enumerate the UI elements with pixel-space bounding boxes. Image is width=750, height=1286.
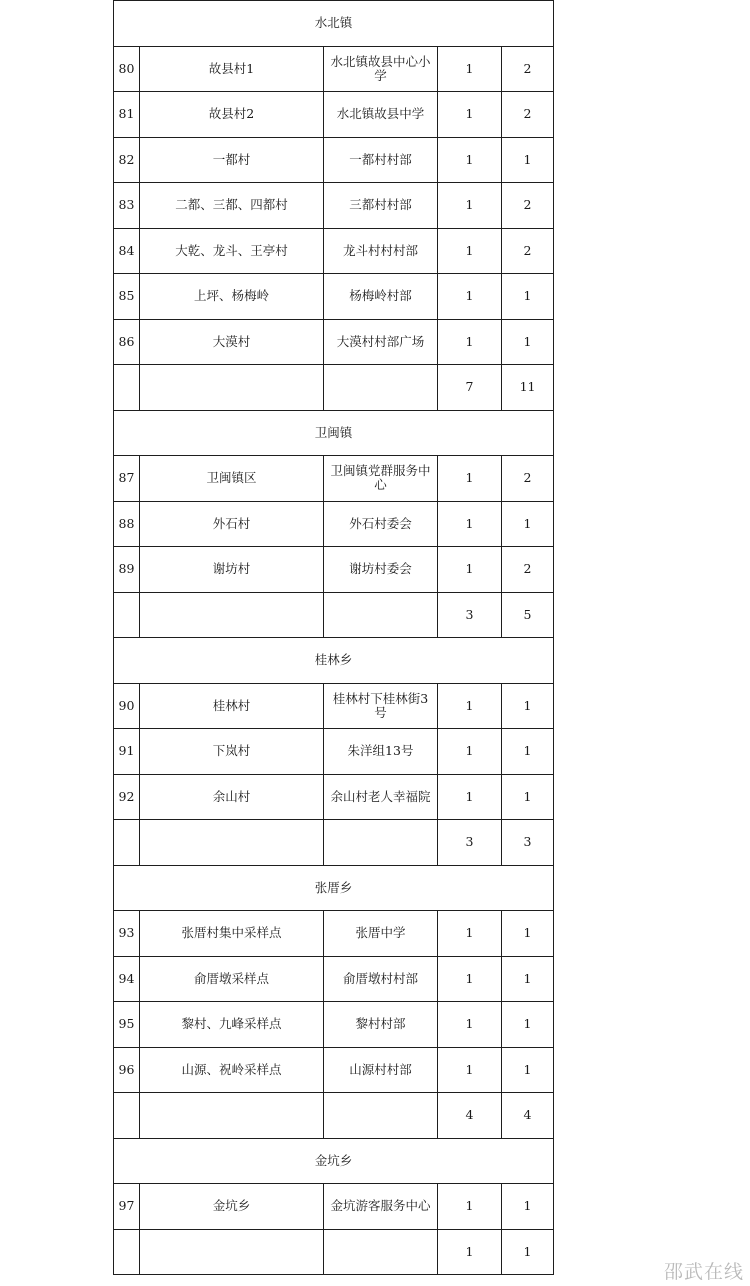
subtotal-a: 4 bbox=[438, 1093, 502, 1139]
count-a: 1 bbox=[438, 137, 502, 183]
sampling-site: 水北镇故县中学 bbox=[324, 92, 438, 138]
area-name: 山源、祝岭采样点 bbox=[140, 1047, 324, 1093]
count-b: 1 bbox=[502, 911, 554, 957]
table-row bbox=[114, 319, 554, 365]
count-b: 2 bbox=[502, 547, 554, 593]
count-b: 1 bbox=[502, 319, 554, 365]
row-number: 93 bbox=[114, 911, 140, 957]
count-a: 1 bbox=[438, 1047, 502, 1093]
empty-cell bbox=[114, 365, 140, 411]
area-name: 下岚村 bbox=[140, 729, 324, 775]
table-row bbox=[114, 137, 554, 183]
count-a: 1 bbox=[438, 501, 502, 547]
area-name: 一都村 bbox=[140, 137, 324, 183]
subtotal-b: 5 bbox=[502, 592, 554, 638]
empty-cell bbox=[324, 820, 438, 866]
area-name: 谢坊村 bbox=[140, 547, 324, 593]
row-number: 97 bbox=[114, 1184, 140, 1230]
count-a: 1 bbox=[438, 683, 502, 729]
table-row bbox=[114, 1047, 554, 1093]
subtotal-b: 11 bbox=[502, 365, 554, 411]
subtotal-a: 3 bbox=[438, 592, 502, 638]
area-name: 卫闽镇区 bbox=[140, 456, 324, 502]
area-name: 黎村、九峰采样点 bbox=[140, 1002, 324, 1048]
row-number: 82 bbox=[114, 137, 140, 183]
count-b: 1 bbox=[502, 683, 554, 729]
subtotal-row bbox=[114, 820, 554, 866]
table-row bbox=[114, 92, 554, 138]
empty-cell bbox=[140, 1229, 324, 1275]
subtotal-b: 4 bbox=[502, 1093, 554, 1139]
area-name: 张厝村集中采样点 bbox=[140, 911, 324, 957]
count-b: 1 bbox=[502, 774, 554, 820]
table-row bbox=[114, 547, 554, 593]
empty-cell bbox=[324, 365, 438, 411]
table-row bbox=[114, 46, 554, 92]
count-a: 1 bbox=[438, 911, 502, 957]
section-header-row bbox=[114, 638, 554, 684]
row-number: 80 bbox=[114, 46, 140, 92]
count-b: 1 bbox=[502, 729, 554, 775]
count-b: 1 bbox=[502, 956, 554, 1002]
section-header-row bbox=[114, 865, 554, 911]
count-a: 1 bbox=[438, 46, 502, 92]
sampling-site: 金坑游客服务中心 bbox=[324, 1184, 438, 1230]
sampling-site: 三都村村部 bbox=[324, 183, 438, 229]
subtotal-b: 1 bbox=[502, 1229, 554, 1275]
section-title: 金坑乡 bbox=[114, 1138, 554, 1184]
table-row bbox=[114, 183, 554, 229]
count-b: 1 bbox=[502, 501, 554, 547]
count-a: 1 bbox=[438, 228, 502, 274]
area-name: 大乾、龙斗、王亭村 bbox=[140, 228, 324, 274]
count-a: 1 bbox=[438, 729, 502, 775]
table-row bbox=[114, 228, 554, 274]
row-number: 90 bbox=[114, 683, 140, 729]
section-title: 水北镇 bbox=[114, 1, 554, 47]
empty-cell bbox=[114, 820, 140, 866]
section-title: 张厝乡 bbox=[114, 865, 554, 911]
subtotal-a: 1 bbox=[438, 1229, 502, 1275]
count-a: 1 bbox=[438, 274, 502, 320]
table-row bbox=[114, 456, 554, 502]
empty-cell bbox=[114, 1229, 140, 1275]
sampling-site: 大漠村村部广场 bbox=[324, 319, 438, 365]
sampling-site: 谢坊村委会 bbox=[324, 547, 438, 593]
empty-cell bbox=[140, 365, 324, 411]
empty-cell bbox=[324, 592, 438, 638]
subtotal-row bbox=[114, 1093, 554, 1139]
subtotal-b: 3 bbox=[502, 820, 554, 866]
section-header-row bbox=[114, 1, 554, 47]
sampling-site: 朱洋组13号 bbox=[324, 729, 438, 775]
row-number: 87 bbox=[114, 456, 140, 502]
area-name: 余山村 bbox=[140, 774, 324, 820]
empty-cell bbox=[324, 1093, 438, 1139]
area-name: 故县村1 bbox=[140, 46, 324, 92]
empty-cell bbox=[140, 592, 324, 638]
count-a: 1 bbox=[438, 956, 502, 1002]
row-number: 96 bbox=[114, 1047, 140, 1093]
count-b: 2 bbox=[502, 228, 554, 274]
subtotal-a: 7 bbox=[438, 365, 502, 411]
subtotal-row bbox=[114, 365, 554, 411]
count-a: 1 bbox=[438, 1184, 502, 1230]
count-a: 1 bbox=[438, 319, 502, 365]
sampling-site: 山源村村部 bbox=[324, 1047, 438, 1093]
sampling-site: 桂林村下桂林街3号 bbox=[324, 683, 438, 729]
empty-cell bbox=[140, 820, 324, 866]
area-name: 俞厝墩采样点 bbox=[140, 956, 324, 1002]
table-body bbox=[114, 1, 554, 1275]
table-row bbox=[114, 501, 554, 547]
count-b: 1 bbox=[502, 1184, 554, 1230]
row-number: 86 bbox=[114, 319, 140, 365]
sampling-site: 杨梅岭村部 bbox=[324, 274, 438, 320]
row-number: 85 bbox=[114, 274, 140, 320]
area-name: 故县村2 bbox=[140, 92, 324, 138]
section-header-row bbox=[114, 1138, 554, 1184]
row-number: 81 bbox=[114, 92, 140, 138]
sampling-site: 外石村委会 bbox=[324, 501, 438, 547]
area-name: 二都、三都、四都村 bbox=[140, 183, 324, 229]
row-number: 83 bbox=[114, 183, 140, 229]
table-row bbox=[114, 774, 554, 820]
sampling-site: 水北镇故县中心小学 bbox=[324, 46, 438, 92]
count-a: 1 bbox=[438, 774, 502, 820]
count-b: 2 bbox=[502, 46, 554, 92]
subtotal-a: 3 bbox=[438, 820, 502, 866]
watermark: 邵武在线 bbox=[663, 1261, 744, 1283]
row-number: 95 bbox=[114, 1002, 140, 1048]
sampling-site: 余山村老人幸福院 bbox=[324, 774, 438, 820]
row-number: 91 bbox=[114, 729, 140, 775]
sampling-site: 张厝中学 bbox=[324, 911, 438, 957]
subtotal-row bbox=[114, 1229, 554, 1275]
subtotal-row bbox=[114, 592, 554, 638]
row-number: 94 bbox=[114, 956, 140, 1002]
area-name: 外石村 bbox=[140, 501, 324, 547]
row-number: 88 bbox=[114, 501, 140, 547]
count-b: 1 bbox=[502, 1002, 554, 1048]
empty-cell bbox=[114, 1093, 140, 1139]
table-row bbox=[114, 956, 554, 1002]
count-b: 1 bbox=[502, 137, 554, 183]
count-a: 1 bbox=[438, 92, 502, 138]
row-number: 84 bbox=[114, 228, 140, 274]
sampling-site: 黎村村部 bbox=[324, 1002, 438, 1048]
sampling-site: 龙斗村村村部 bbox=[324, 228, 438, 274]
count-b: 1 bbox=[502, 274, 554, 320]
count-a: 1 bbox=[438, 547, 502, 593]
section-title: 卫闽镇 bbox=[114, 410, 554, 456]
row-number: 92 bbox=[114, 774, 140, 820]
count-b: 2 bbox=[502, 456, 554, 502]
area-name: 桂林村 bbox=[140, 683, 324, 729]
sampling-site: 俞厝墩村村部 bbox=[324, 956, 438, 1002]
table-row bbox=[114, 683, 554, 729]
count-a: 1 bbox=[438, 183, 502, 229]
area-name: 大漠村 bbox=[140, 319, 324, 365]
table-row bbox=[114, 911, 554, 957]
count-a: 1 bbox=[438, 456, 502, 502]
table-row bbox=[114, 274, 554, 320]
area-name: 上坪、杨梅岭 bbox=[140, 274, 324, 320]
count-a: 1 bbox=[438, 1002, 502, 1048]
table-row bbox=[114, 1184, 554, 1230]
area-name: 金坑乡 bbox=[140, 1184, 324, 1230]
count-b: 2 bbox=[502, 92, 554, 138]
count-b: 1 bbox=[502, 1047, 554, 1093]
table-row bbox=[114, 1002, 554, 1048]
row-number: 89 bbox=[114, 547, 140, 593]
empty-cell bbox=[324, 1229, 438, 1275]
empty-cell bbox=[114, 592, 140, 638]
section-header-row bbox=[114, 410, 554, 456]
section-title: 桂林乡 bbox=[114, 638, 554, 684]
sampling-site: 一都村村部 bbox=[324, 137, 438, 183]
sampling-site: 卫闽镇党群服务中心 bbox=[324, 456, 438, 502]
empty-cell bbox=[140, 1093, 324, 1139]
table-row bbox=[114, 729, 554, 775]
sampling-sites-table bbox=[113, 0, 554, 1275]
count-b: 2 bbox=[502, 183, 554, 229]
